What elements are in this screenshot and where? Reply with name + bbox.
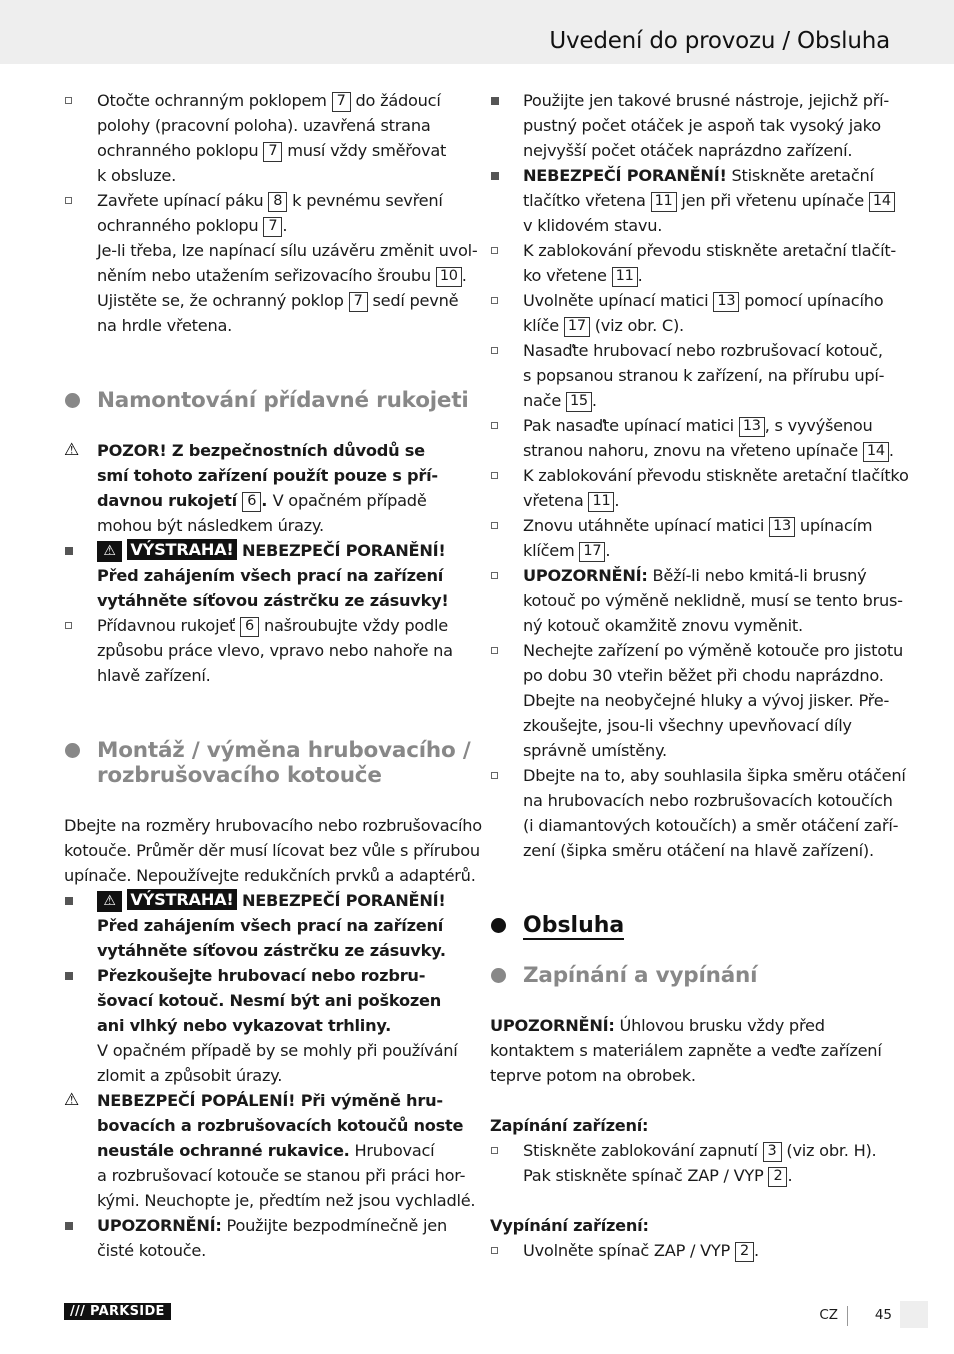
list-item: ⚠ VÝSTRAHA! NEBEZPEČÍ PORANĚNÍ! Před zahájením všech prací na zařízení vytáhněte síťovou zástrčku ze zásuvky. [64,888,464,963]
open-square-bullet-icon [64,88,97,113]
warning-triangle-icon: ⚠ [64,1090,80,1110]
ref-number: 7 [263,142,282,162]
list-item: Použijte jen takové brusné nástroje, jejichž pří- pustný počet otáček je aspoň tak vysoký jako nejvyšší počet otáček naprázdno zařízení. [490,88,890,163]
page-header [0,0,954,64]
list-item: NEBEZPEČÍ PORANĚNÍ! Stiskněte aretační tlačítko vřetena 11 jen při vřetenu upínače 14 v klidovém stavu. [490,163,890,238]
list-item: UPOZORNĚNÍ: Použijte bezpodmínečně jen čisté kotouče. [64,1213,464,1263]
section-heading: Namontování přídavné rukojeti [64,388,464,413]
list-item: Dbejte na to, aby souhlasila šipka směru otáčení na hrubovacích nebo rozbrušovacích kotoučích (i diamantových kotoučích) a směr otáčení zaří- zení (šipka směru otáčení na hlavě zařízení). [490,763,890,863]
page-tab-marker [900,1301,928,1328]
list-item: ⚠ VÝSTRAHA! NEBEZPEČÍ PORANĚNÍ! Před zahájením všech prací na zařízení vytáhněte síťovou zástrčku ze zásuvky! [64,538,464,613]
ref-number: 2 [735,1242,754,1262]
open-square-bullet-icon [490,413,523,438]
ref-number: 6 [240,617,259,637]
ref-number: 14 [863,442,889,462]
ref-number: 11 [612,267,638,287]
left-column [64,88,482,1263]
circle-bullet-icon [491,918,506,933]
list-item: Nechejte zařízení po výměně kotouče pro jistotu po dobu 30 vteřin běžet při chodu naprázdno. Dbejte na neobyčejné hluky a vývoj jisker. Pře- zkoušejte, jsou-li všechny upevňovací díly správně umístěny. [490,638,890,763]
filled-square-bullet-icon [64,888,97,913]
ref-number: 13 [713,292,739,312]
list-item: K zablokování převodu stiskněte aretační tlačít- ko vřetene 11 . [490,238,890,288]
main-section-heading: Obsluha [490,913,890,938]
page-title: Uvedení do provozu / Obsluha [549,28,890,54]
list-item: Přezkoušejte hrubovací nebo rozbru- šovací kotouč. Nesmí být ani poškozen ani vlhký nebo vykazovat trhliny. V opačném případě by se mohly při používání zlomit a způsobit úrazy. [64,963,464,1088]
circle-bullet-icon [65,393,80,408]
ref-number: 11 [651,192,677,212]
open-square-bullet-icon [490,563,523,588]
ref-number: 2 [768,1167,787,1187]
list-item: Pak nasaďte upínací matici 13 , s vyvýšenou stranou nahoru, znovu na vřeteno upínače 14 . [490,413,890,463]
filled-square-bullet-icon [64,1213,97,1238]
page-number: 45 [874,1307,892,1323]
ref-number: 7 [263,217,282,237]
open-square-bullet-icon [490,513,523,538]
circle-bullet-icon [491,968,506,983]
circle-bullet-icon [65,743,80,758]
section-heading: Zapínání a vypínání [490,963,890,988]
open-square-bullet-icon [490,638,523,663]
switch-off-heading: Vypínání zařízení: [490,1216,649,1235]
footer-divider [847,1306,848,1326]
list-item: Zavřete upínací páku 8 k pevnému sevření ochranného poklopu 7 . Je-li třeba, lze napínací sílu uzávěru změnit uvol- něním nebo utažením seřizovacího šroubu 10 . Ujistěte se, že ochranný poklop 7 sedí pevně na hrdle vřetena. [64,188,464,338]
ref-number: 7 [349,292,368,312]
note-paragraph: UPOZORNĚNÍ: Úhlovou brusku vždy před kontaktem s materiálem zapněte a veďte zařízení teprve potom na obrobek. [490,1016,882,1085]
ref-number: 8 [268,192,287,212]
ref-number: 3 [763,1142,782,1162]
ref-number: 13 [769,517,795,537]
list-item: K zablokování převodu stiskněte aretační tlačítko vřetena 11 . [490,463,890,513]
ref-number: 13 [739,417,765,437]
ref-number: 6 [242,492,261,512]
filled-square-bullet-icon [64,538,97,563]
warning-badge: VÝSTRAHA! [127,889,236,910]
open-square-bullet-icon [64,188,97,213]
ref-number: 15 [566,392,592,412]
ref-number: 11 [588,492,614,512]
parkside-logo: /// PARKSIDE [64,1303,171,1320]
warning-triangle-icon: ⚠ [64,440,80,460]
list-item: Nasaďte hrubovací nebo rozbrušovací kotouč, s popsanou stranou k zařízení, na přírubu upí- nače 15 . [490,338,890,413]
list-item: Znovu utáhněte upínací matici 13 upínacím klíčem 17 . [490,513,890,563]
list-item: Otočte ochranným poklopem 7 do žádoucí polohy (pracovní poloha). uzavřená strana ochranného poklopu 7 musí vždy směřovat k obsluze. [64,88,464,188]
open-square-bullet-icon [490,238,523,263]
filled-square-bullet-icon [490,88,523,113]
paragraph: Dbejte na rozměry hrubovacího nebo rozbrušovacího kotouče. Průměr děr musí lícovat bez vůle s přírubou upínače. Nepoužívejte redukčních prvků a adaptérů. [64,816,482,885]
open-square-bullet-icon [490,288,523,313]
warning-block: ⚠ POZOR! Z bezpečnostních důvodů se smí tohoto zařízení použít pouze s pří- davnou rukojetí 6 . V opačném případě mohou být následkem úrazy. [64,440,438,535]
switch-on-heading: Zapínání zařízení: [490,1116,649,1135]
list-item: Stiskněte zablokování zapnutí 3 (viz obr. H). Pak stiskněte spínač ZAP / VYP 2 . [490,1138,890,1188]
warning-badge: VÝSTRAHA! [127,539,236,560]
list-item: Uvolněte upínací matici 13 pomocí upínacího klíče 17 (viz obr. C). [490,288,890,338]
list-item: Přídavnou rukojeť 6 našroubujte vždy podle způsobu práce vlevo, vpravo nebo nahoře na hlavě zařízení. [64,613,464,688]
section-heading: Montáž / výměna hrubovacího / [64,738,464,763]
open-square-bullet-icon [490,338,523,363]
warning-block: ⚠ NEBEZPEČÍ POPÁLENÍ! Při výměně hru- bovacích a rozbrušovacích kotoučů noste neustále ochranné rukavice. Hrubovací a rozbrušovací kotouče se stanou při práci hor- kými. Neuchopte je, předtím než jsou vychladlé. [64,1090,476,1210]
language-code: CZ [819,1307,838,1323]
open-square-bullet-icon [490,1138,523,1163]
filled-square-bullet-icon [490,163,523,188]
open-square-bullet-icon [490,463,523,488]
ref-number: 17 [564,317,590,337]
open-square-bullet-icon [490,1238,523,1263]
ref-number: 10 [436,267,462,287]
right-column [490,88,909,1263]
ref-number: 17 [579,542,605,562]
ref-number: 14 [869,192,895,212]
open-square-bullet-icon [64,613,97,638]
section-heading-cont: rozbrušovacího kotouče [97,763,382,788]
warning-triangle-icon: ⚠ [97,891,122,912]
warning-triangle-icon: ⚠ [97,541,122,562]
filled-square-bullet-icon [64,963,97,988]
open-square-bullet-icon [490,763,523,788]
ref-number: 7 [332,92,351,112]
list-item: Uvolněte spínač ZAP / VYP 2 . [490,1238,890,1263]
list-item: UPOZORNĚNÍ: Běží-li nebo kmitá-li brusný kotouč po výměně neklidně, musí se tento brus- ný kotouč okamžitě znovu vyměnit. [490,563,890,638]
